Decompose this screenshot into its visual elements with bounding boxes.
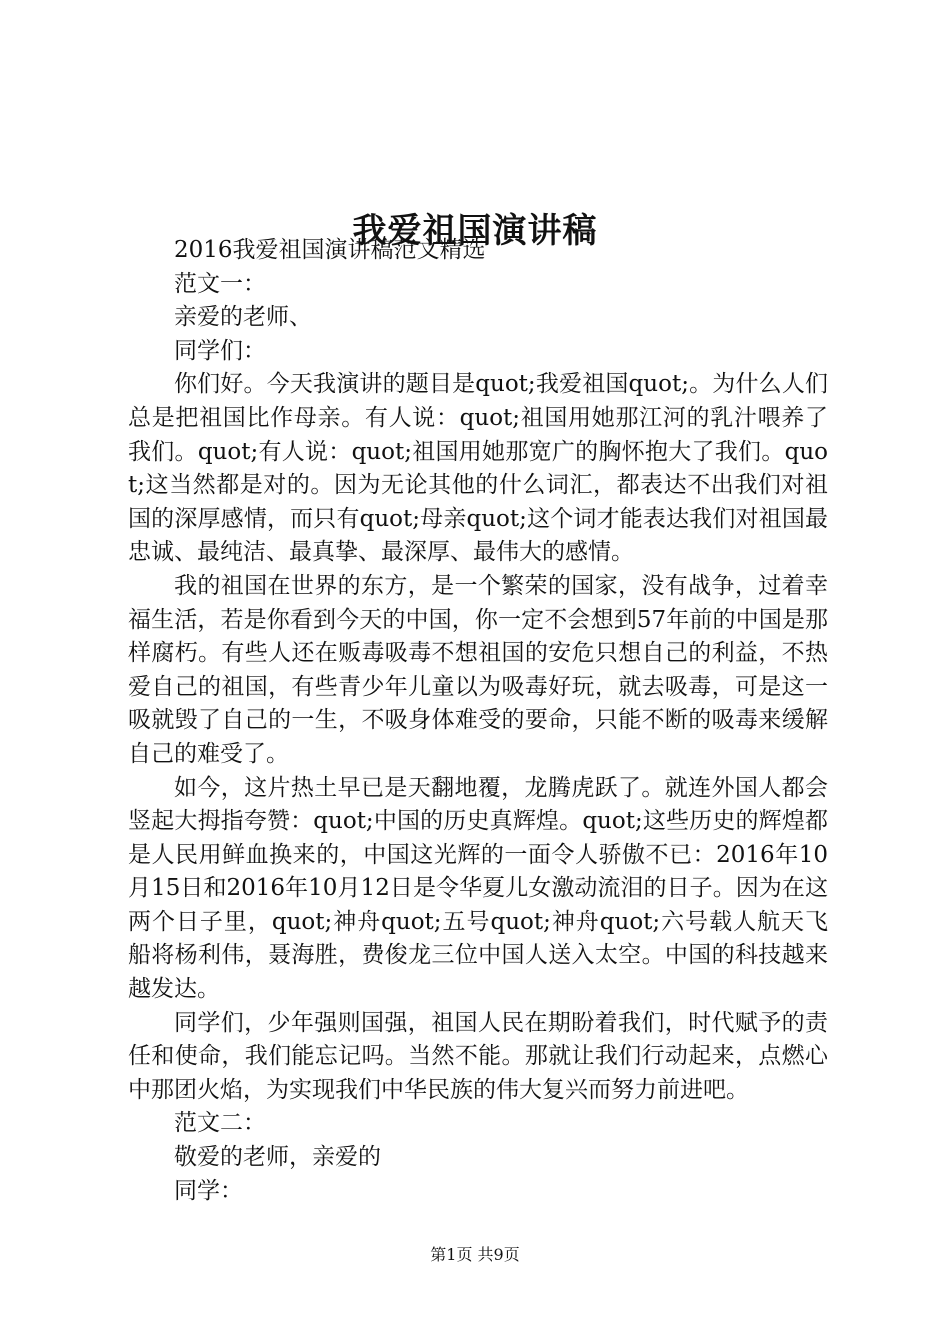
salutation-line: 亲爱的老师、 [174, 304, 312, 331]
subtitle-line: 2016我爱祖国演讲稿范文精选 [174, 237, 486, 263]
body-paragraph: 你们好。今天我演讲的题目是quot;我爱祖国quot;。为什么人们总是把祖国比作母亲。有人说：quot;祖国用她那江河的乳汁喂养了我们。quot;有人说：quot;祖国用她那宽广的胸怀抱大了我们。quot;这当然都是对的。因为无论其他的什么词汇，都表达不出我们对祖国的深厚感情，而只有quot;母亲quot;这个词才能表达我们对祖国最忠诚、最纯洁、最真挚、最深厚、最伟大的感情。 [128, 371, 828, 566]
section-heading-2: 范文二： [174, 1110, 266, 1137]
document-title: 我爱祖国演讲稿 [352, 210, 598, 251]
body-paragraph: 同学们，少年强则国强，祖国人民在期盼着我们，时代赋予的责任和使命，我们能忘记吗。当然不能。那就让我们行动起来，点燃心中那团火焰，为实现我们中华民族的伟大复兴而努力前进吧。 [128, 1009, 828, 1103]
salutation-line: 同学们： [174, 337, 266, 364]
section-heading-1: 范文一： [174, 270, 266, 297]
body-paragraph: 如今，这片热土早已是天翻地覆，龙腾虎跃了。就连外国人都会竖起大拇指夸赞：quot;中国的历史真辉煌。quot;这些历史的辉煌都是人民用鲜血换来的，中国这光辉的一面令人骄傲不已：2016年10月15日和2016年10月12日是令华夏儿女激动流泪的日子。因为在这两个日子里，quot;神舟quot;五号quot;神舟quot;六号载人航天飞船将杨利伟，聂海胜，费俊龙三位中国人送入太空。中国的科技越来越发达。 [128, 774, 828, 1003]
salutation-line: 敬爱的老师，亲爱的 [174, 1144, 381, 1171]
body-paragraph: 我的祖国在世界的东方，是一个繁荣的国家，没有战争，过着幸福生活，若是你看到今天的中国，你一定不会想到57年前的中国是那样腐朽。有些人还在贩毒吸毒不想祖国的安危只想自己的利益，不热爱自己的祖国，有些青少年儿童以为吸毒好玩，就去吸毒，可是这一吸就毁了自己的一生，不吸身体难受的要命，只能不断的吸毒来缓解自己的难受了。 [128, 572, 828, 767]
document-body [128, 234, 828, 1208]
page-number-footer: 第1页 共9页 [430, 1245, 520, 1264]
salutation-line: 同学： [174, 1177, 243, 1204]
